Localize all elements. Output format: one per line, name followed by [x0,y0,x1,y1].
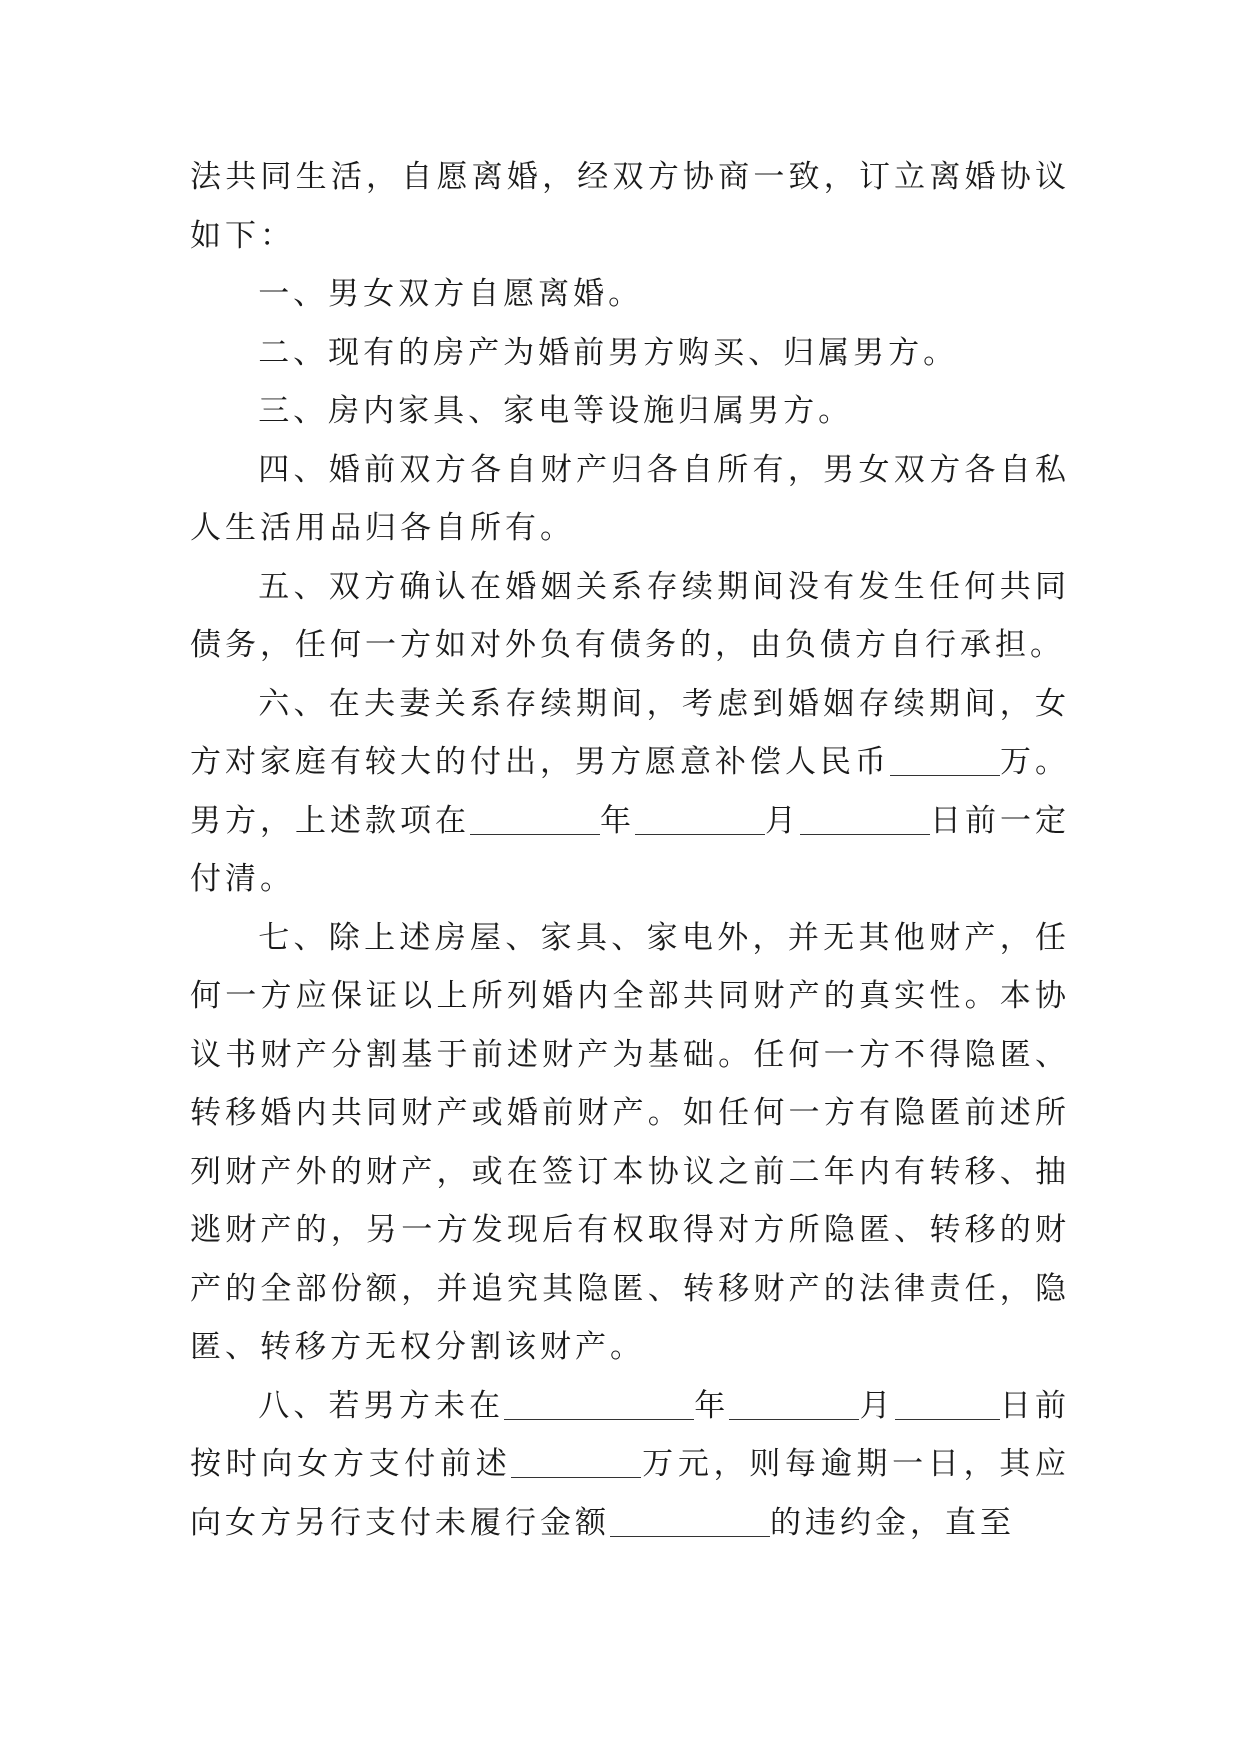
intro-paragraph: 法共同生活，自愿离婚，经双方协商一致，订立离婚协议如下： [190,159,1070,254]
penalty-rate-blank[interactable] [610,1506,770,1537]
clause-3: 三、房内家具、家电等设施归属男方。 [258,393,854,429]
clause-8-text-c: 月 [859,1387,895,1424]
clause-8-text-a: 八、若男方未在 [258,1387,505,1424]
deadline-year-blank[interactable] [504,1389,694,1420]
clause-8 [190,1377,1070,1553]
payment-amount-blank[interactable] [511,1447,641,1478]
clause-6 [190,675,1070,909]
clause-8-text-f: 的违约金，直至 [770,1504,1015,1541]
clause-6-text-c: 年 [600,802,635,839]
agreement-body [190,148,1070,1552]
clause-8-text-d: 日前按时向女方支付前述 [190,1387,1071,1482]
deadline-day-blank[interactable] [895,1389,1000,1420]
clause-4: 四、婚前双方各自财产归各自所有，男女双方各自私人生活用品归各自所有。 [190,451,1070,546]
clause-6-text-a: 六、在夫妻关系存续期间，考虑到婚姻存续期间，女方对家庭有较大的付出，男方愿意补偿人民币 [190,685,1070,780]
compensation-amount-blank[interactable] [890,745,1000,776]
clause-8-text-b: 年 [694,1387,730,1424]
payment-year-blank[interactable] [470,804,600,835]
clause-5: 五、双方确认在婚姻关系存续期间没有发生任何共同债务，任何一方如对外负有债务的，由负债方自行承担。 [190,568,1070,663]
clause-6-text-d: 月 [765,802,800,839]
clause-2: 二、现有的房产为婚前男方购买、归属男方。 [258,334,959,371]
payment-day-blank[interactable] [800,804,930,835]
clause-6-text-b: 万。男方，上述款项在 [190,744,1070,839]
clause-6-text-e: 日前一定付清。 [190,802,1070,897]
clause-7: 七、除上述房屋、家具、家电外，并无其他财产，任何一方应保证以上所列婚内全部共同财产的真实性。本协议书财产分割基于前述财产为基础。任何一方不得隐匿、转移婚内共同财产或婚前财产。如任何一方有隐匿前述所列财产外的财产，或在签订本协议之前二年内有转移、抽逃财产的，另一方发现后有权取得对方所隐匿、转移的财产的全部份额，并追究其隐匿、转移财产的法律责任，隐匿、转移方无权分割该财产。 [190,919,1070,1365]
clause-1: 一、男女双方自愿离婚。 [258,276,644,312]
deadline-month-blank[interactable] [729,1389,859,1420]
clause-8-text-e: 万元，则每逾期一日，其应向女方另行支付未履行金额 [190,1446,1071,1541]
payment-month-blank[interactable] [635,804,765,835]
